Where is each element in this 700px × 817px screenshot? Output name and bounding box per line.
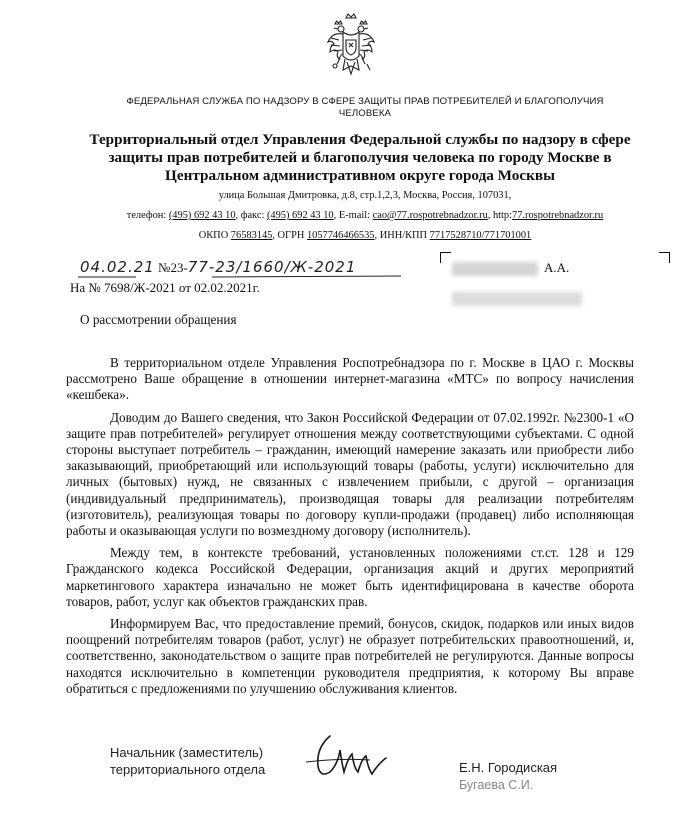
addressee-initials: А.А. — [544, 260, 570, 275]
department-title — [70, 131, 650, 185]
http-label: , http: — [487, 210, 513, 221]
phone-label: телефон: — [126, 210, 169, 221]
signature-icon — [300, 728, 410, 784]
letter-body — [66, 355, 634, 703]
fax-label: , факс: — [235, 210, 267, 221]
signatory-title — [110, 744, 265, 778]
agency-name — [100, 96, 630, 120]
redacted-surname — [452, 262, 538, 276]
signatory-title-line-2: территориального отдела — [110, 762, 266, 777]
executor-name: Бугаева С.И. — [459, 778, 534, 792]
agency-line-1: ФЕДЕРАЛЬНАЯ СЛУЖБА ПО НАДЗОРУ В СФЕРЕ ЗАЩИТЫ ПРАВ ПОТРЕБИТЕЛЕЙ И БЛАГОПОЛУЧИЯ — [126, 96, 604, 107]
dept-line-2: защиты прав потребителей и благополучия человека по городу Москве в — [108, 149, 612, 166]
phone-link[interactable]: (495) 692 43 10 — [168, 210, 236, 221]
email-link[interactable]: cao@77.rospotrebnadzor.ru — [372, 210, 488, 221]
body-paragraph-3: Между тем, в контексте требований, установленных положениями ст.ст. 128 и 129 Гражданского кодекса Российской Федерации, организация акций и других мероприятий маркетингового характера изначально не может быть идентифицирована в качестве оборота товаров, работ, услуг как объектов гражданских прав. — [66, 545, 634, 609]
dept-line-1: Территориальный отдел Управления Федеральной службы по надзору в сфере — [89, 131, 631, 148]
redacted-address — [452, 292, 582, 306]
body-paragraph-1: В территориальном отделе Управления Роспотребнадзора по г. Москве в ЦАО г. Москвы рассмотрено Ваше обращение в отношении интернет-магазина «МТС» по вопросу начисления «кешбека». — [66, 355, 634, 403]
reg-number-prefix: №23- — [158, 260, 188, 275]
agency-line-2: ЧЕЛОВЕКА — [338, 108, 392, 119]
bracket-left-icon — [440, 252, 451, 263]
website-link[interactable]: 77.rospotrebnadzor.ru — [512, 210, 604, 221]
body-paragraph-4: Информируем Вас, что предоставление премий, бонусов, скидок, подарков или иных видов поощрений потребителям товаров (работ, услуг) не образует потребительских правоотношений, и, соответственно, законодательством о защите прав потребителей не регулируются. Данные вопросы находятся исключительно в компетенции руководителя предприятия, к которому Вы вправе обратиться с предложениями по улучшению обслуживания клиентов. — [66, 616, 634, 696]
okpo-value: 76583145 — [230, 230, 273, 241]
ogrn-label: , ОГРН — [272, 230, 307, 241]
inn-label: , ИНН/КПП — [374, 230, 430, 241]
address-line: улица Большая Дмитровка, д.8, стр.1,2,3, Москва, Россия, 107031, — [218, 190, 512, 201]
coat-of-arms-icon — [326, 12, 376, 78]
dept-line-3: Центральном административном округе города Москвы — [165, 167, 555, 184]
reference-number: На № 7698/Ж-2021 от 02.02.2021г. — [70, 280, 260, 295]
body-paragraph-2: Доводим до Вашего сведения, что Закон Российской Федерации от 07.02.1992г. №2300-1 «О защите прав потребителей» регулирует отношения между соответствующими субъектами. С одной стороны выступает потребитель – гражданин, имеющий намерение заказать или приобрести либо заказывающий, приобретающий или использующий товары (работы, услуги) исключительно для личных (бытовых) нужд, не связанных с извлечением прибыли, с другой – организация (индивидуальный предприниматель), производящая товары для реализации потребителям (изготовитель), реализующая товары по договору купли-продажи (продавец) либо исполняющая работы и оказывающая услуги по возмездному договору (исполнитель). — [66, 409, 634, 539]
registry-codes — [80, 230, 650, 242]
fax-link[interactable]: (495) 692 43 10 — [266, 210, 334, 221]
signatory-title-line-1: Начальник (заместитель) — [110, 745, 264, 760]
okpo-label: ОКПО — [198, 230, 231, 241]
signatory-name: Е.Н. Городиская — [459, 760, 558, 775]
inn-value: 7717528710/771701001 — [429, 230, 532, 241]
addressee-block — [440, 252, 670, 312]
contact-line — [80, 210, 650, 222]
bracket-right-icon — [659, 252, 670, 263]
handwritten-underline — [76, 261, 416, 279]
email-label: , E-mail: — [333, 210, 373, 221]
handwritten-reg-number: 77-23/1660/Ж-2021 — [187, 258, 357, 276]
ogrn-value: 1057746466535 — [306, 230, 375, 241]
letter-subject: О рассмотрении обращения — [80, 312, 237, 327]
handwritten-date: 04.02.21 — [80, 258, 155, 276]
